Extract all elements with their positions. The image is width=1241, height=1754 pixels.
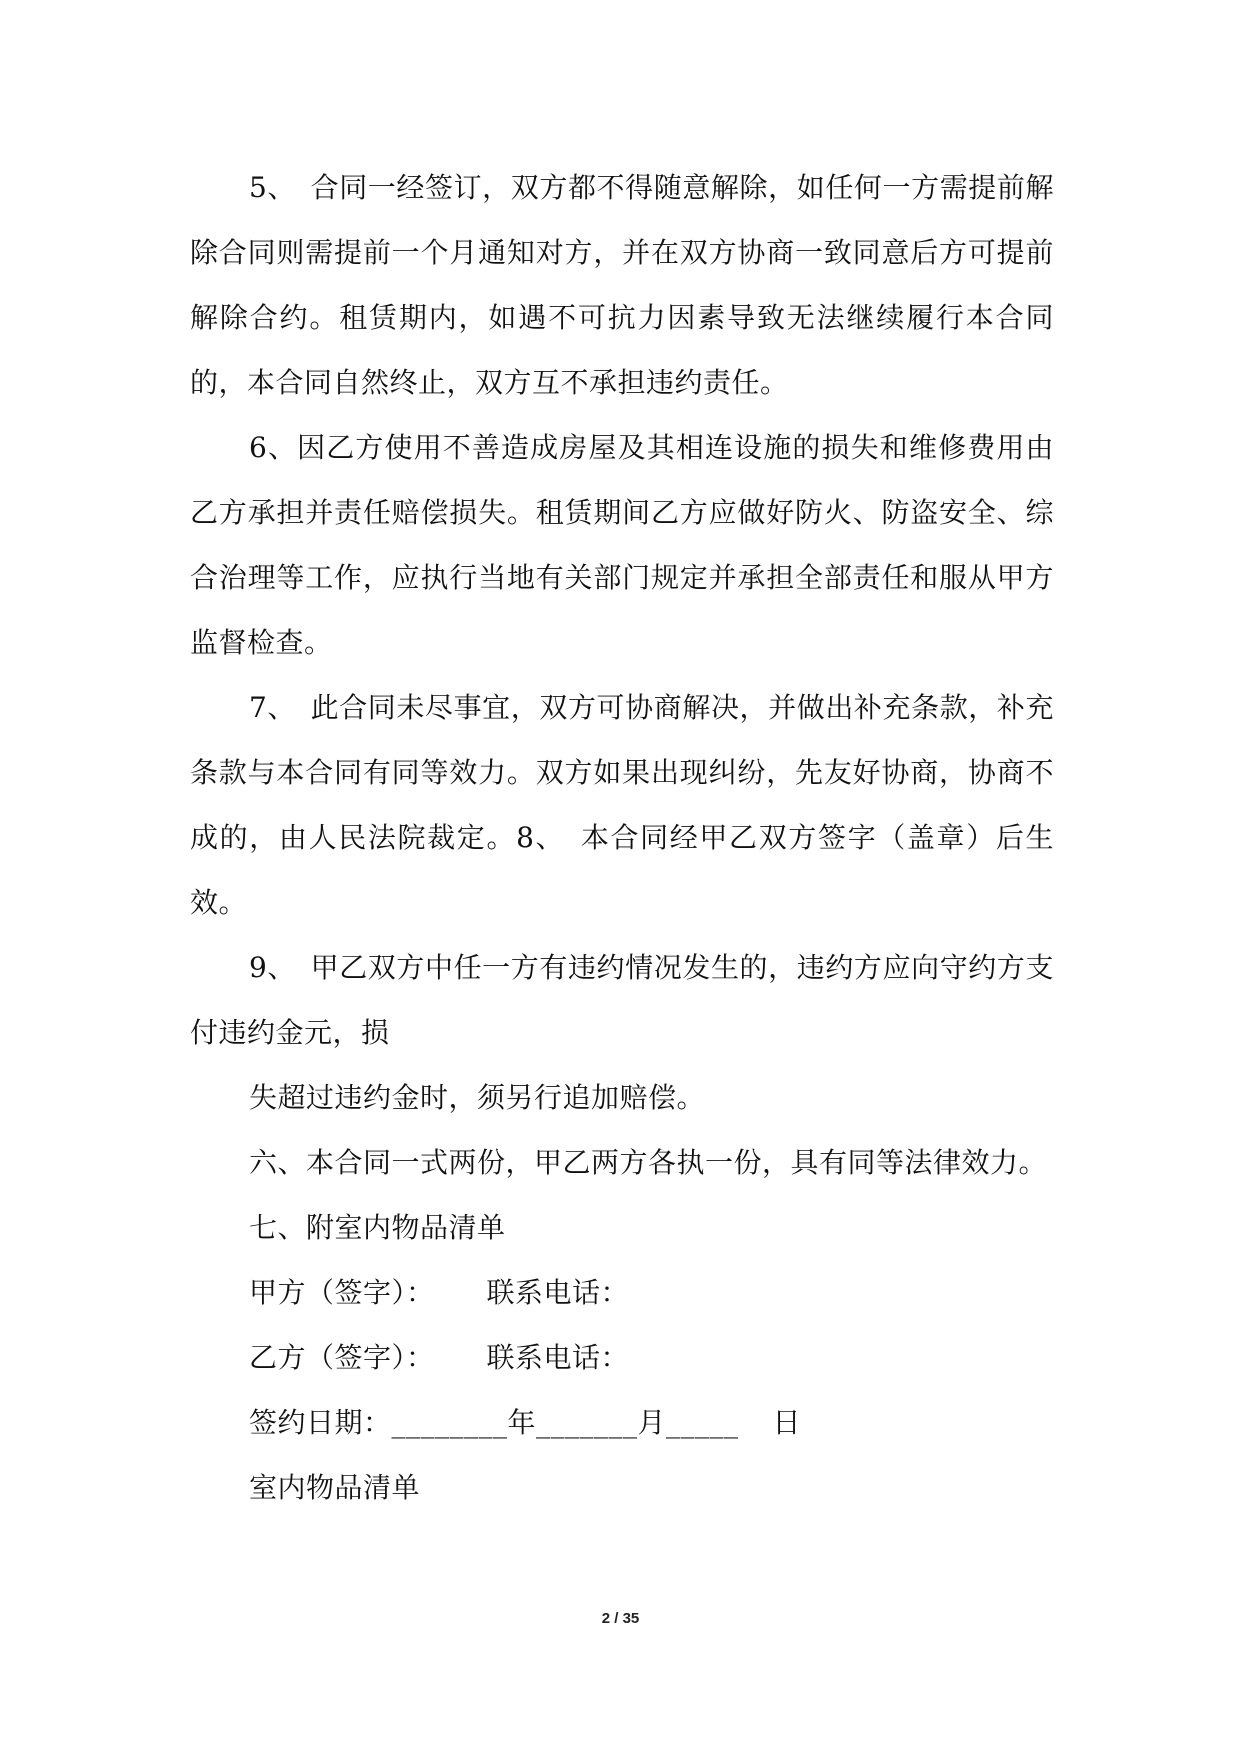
- day-blank: _____: [666, 1406, 739, 1439]
- clause-6: 6、因乙方使用不善造成房屋及其相连设施的损失和维修费用由乙方承担并责任赔偿损失。租赁期间乙方应做好防火、防盗安全、综合治理等工作，应执行当地有关部门规定并承担全部责任和服从甲方监督检查。: [190, 431, 1054, 659]
- sign-date-line: [190, 1390, 1054, 1455]
- party-b-signature-line: [190, 1325, 1054, 1390]
- document-body: [190, 155, 1054, 1520]
- inventory-title: 室内物品清单: [249, 1471, 421, 1504]
- page-number: 2 / 35: [601, 1610, 640, 1627]
- party-a-phone-label: 联系电话：: [486, 1276, 630, 1309]
- party-a-signature-line: [190, 1260, 1054, 1325]
- year-blank: ________: [391, 1406, 508, 1439]
- sign-date-label: 签约日期：: [249, 1406, 392, 1439]
- clause-7-8: 7、 此合同未尽事宜，双方可协商解决，并做出补充条款，补充条款与本合同有同等效力。双方如果出现纠纷，先友好协商，协商不成的，由人民法院裁定。8、 本合同经甲乙双方签字（盖章）后生效。: [190, 691, 1054, 919]
- day-label: 日: [772, 1406, 802, 1439]
- party-b-label: 乙方（签字）：: [249, 1341, 435, 1374]
- party-a-label: 甲方（签字）：: [249, 1276, 435, 1309]
- month-blank: _______: [536, 1406, 638, 1439]
- party-b-phone-label: 联系电话：: [486, 1341, 630, 1374]
- year-label: 年: [507, 1406, 537, 1439]
- clause-9: 9、 甲乙双方中任一方有违约情况发生的，违约方应向守约方支付违约金元，损: [190, 951, 1054, 1049]
- section-6-copies: 六、本合同一式两份，甲乙两方各执一份，具有同等法律效力。: [249, 1146, 1048, 1179]
- clause-5: 5、 合同一经签订，双方都不得随意解除，如任何一方需提前解除合同则需提前一个月通知对方，并在双方协商一致同意后方可提前解除合约。租赁期内，如遇不可抗力因素导致无法继续履行本合同的，本合同自然终止，双方互不承担违约责任。: [190, 171, 1054, 399]
- month-label: 月: [637, 1406, 667, 1439]
- section-7-inventory: 七、附室内物品清单: [249, 1211, 506, 1244]
- clause-9-continued: 失超过违约金时，须另行追加赔偿。: [249, 1081, 706, 1114]
